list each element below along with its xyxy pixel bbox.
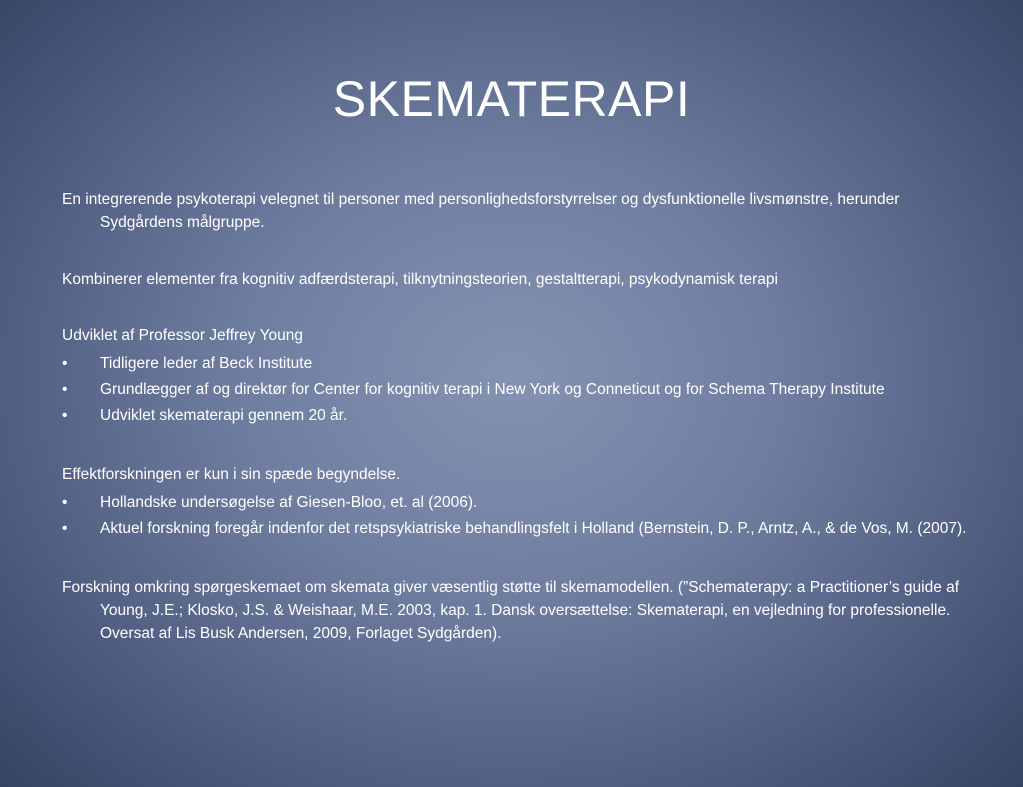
bullet-icon: • [62,494,68,511]
bullet-text: Udviklet skematerapi gennem 20 år. [100,407,348,424]
bullet-icon: • [62,520,68,537]
slide-body [62,188,967,645]
bullet-item [62,491,967,514]
bullet-item [62,378,967,401]
paragraph-elements: Kombinerer elementer fra kognitiv adfærdsterapi, tilknytningsteorien, gestaltterapi, psykodynamisk terapi [62,271,778,288]
paragraph-questionnaire: Forskning omkring spørgeskemaet om skemata giver væsentlig støtte til skemamodellen. (”Schematerapy: a Practitioner’s guide af Young, J.E.; Klosko, J.S. & Weishaar, M.E. 2003, kap. 1. Dansk oversættelse: Skematerapi, en vejledning for professionelle. Oversat af Lis Busk Andersen, 2009, Forlaget Sydgården). [62,579,960,642]
bullet-icon: • [62,407,68,424]
bullet-item [62,404,967,427]
bullet-text: Hollandske undersøgelse af Giesen-Bloo, et. al (2006). [100,494,478,511]
bullet-icon: • [62,355,68,372]
paragraph-research: Effektforskningen er kun i sin spæde begyndelse. [62,466,401,483]
bullet-text: Tidligere leder af Beck Institute [100,355,313,372]
bullet-text: Aktuel forskning foregår indenfor det retspsykiatriske behandlingsfelt i Holland (Bernstein, D. P., Arntz, A., & de Vos, M. (2007). [100,520,967,537]
paragraph-developer: Udviklet af Professor Jeffrey Young [62,327,303,344]
paragraph-intro: En integrerende psykoterapi velegnet til personer med personlighedsforstyrrelser og dysfunktionelle livsmønstre, herunder Sydgårdens målgruppe. [62,191,900,231]
bullet-text: Grundlægger af og direktør for Center for kognitiv terapi i New York og Conneticut og for Schema Therapy Institute [100,381,885,398]
slide-title: SKEMATERAPI [332,71,691,127]
bullet-item [62,517,967,540]
bullet-icon: • [62,381,68,398]
bullet-item [62,352,967,375]
